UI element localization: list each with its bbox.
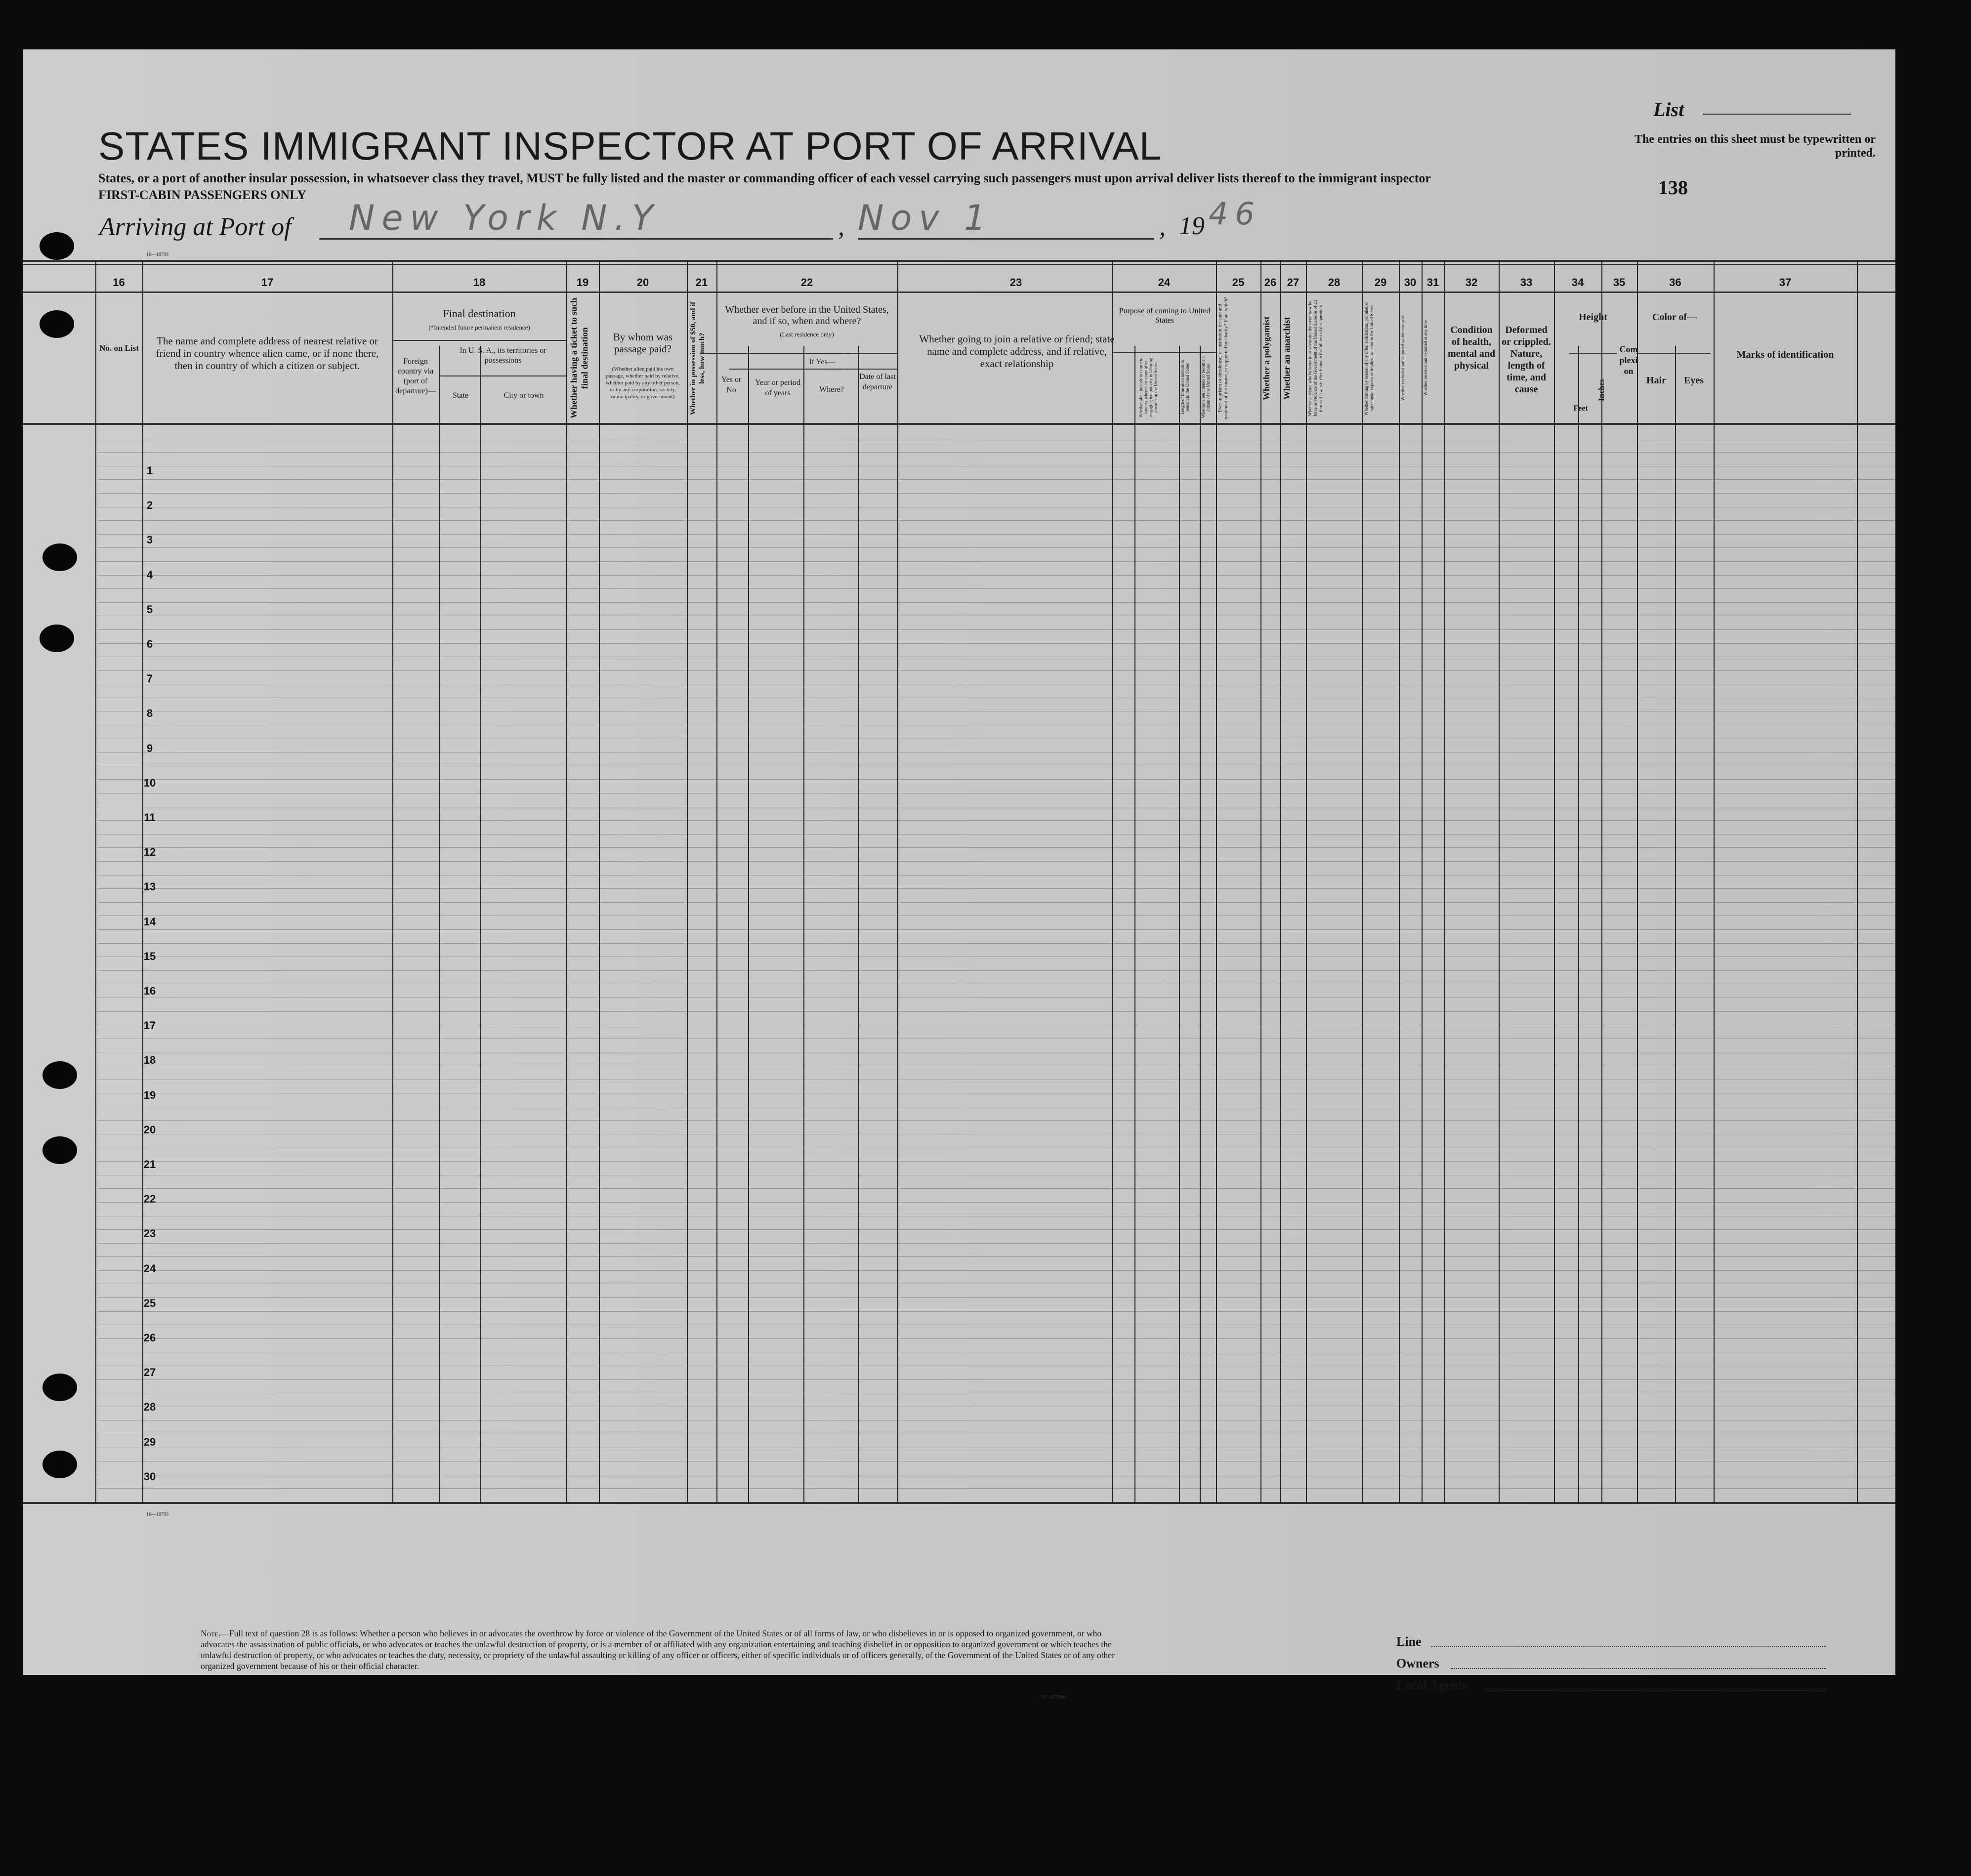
row-number: 23 <box>143 1227 156 1240</box>
ledger-line <box>97 1488 1895 1489</box>
header-16: No. on List <box>99 343 139 353</box>
punch-hole <box>42 1136 77 1164</box>
column-divider <box>1714 260 1715 1504</box>
column-divider <box>897 260 898 1504</box>
rule-table-bottom <box>23 1502 1895 1504</box>
header-22-sub: (Last residence only) <box>780 331 834 338</box>
entries-note: The entries on this sheet must be typewritten or printed. <box>1635 133 1876 160</box>
ledger-line <box>97 1120 1895 1121</box>
row-number: 28 <box>143 1401 156 1414</box>
header-22-date: Date of last departure <box>859 373 896 391</box>
header-33: Deformed or crippled. Nature, length of time, and cause <box>1502 325 1551 395</box>
arriving-label: Arriving at Port of <box>99 213 292 241</box>
rule-22-sub-2 <box>729 369 897 370</box>
ledger-line <box>97 534 1895 535</box>
ledger-line <box>97 861 1895 862</box>
header-36: Color of— <box>1652 312 1697 323</box>
column-divider <box>95 260 96 1504</box>
header-25: Ever in prison or almshouse, or institution for care and treatment of the insane, or supported by charity? If so, which? <box>1217 296 1229 420</box>
row-number: 30 <box>143 1470 156 1483</box>
row-number: 10 <box>143 776 156 789</box>
colnum-24: 24 <box>1158 276 1171 289</box>
port-handwritten: New York N.Y <box>349 198 660 238</box>
year-prefix: 19 <box>1179 212 1205 240</box>
column-divider <box>566 260 567 1504</box>
header-17: The name and complete address of nearest relative or friend in country whence alien came, or if none there, then in country of which a citizen or subject. <box>156 335 379 372</box>
header-34-inches: Inches <box>1597 379 1606 402</box>
colnum-19: 19 <box>576 276 589 289</box>
colnum-27: 27 <box>1287 276 1300 289</box>
punch-hole <box>42 1061 77 1089</box>
punch-hole <box>40 232 74 260</box>
colnum-37: 37 <box>1779 276 1792 289</box>
column-divider <box>687 260 688 1504</box>
header-20: By whom was passage paid? <box>613 331 673 355</box>
form-title: STATES IMMIGRANT INSPECTOR AT PORT OF ARRIVAL <box>98 124 1162 168</box>
column-divider <box>1216 260 1217 1504</box>
note-text: —Full text of question 28 is as follows: Whether a person who believes in or advocates the overthrow by force or violence of the Government of the United States or of all forms of law, or who disbelieves in or is opposed to organized government, or who advocates the assassination of public officials, or who advocates or teaches the unlawful destruction of property, or is a member of or affiliated with any organization entertaining and teaching disbelief in or opposition to organized government or which teaches the unlawful destruction of property, or who advocates or teaches the duty, necessity, or propriety of the unlawful assaulting or killing of any officer or officers, either of specific individuals or of officers generally, of the Government of the United States or of any other organized government because of his or their official character. <box>201 1628 1115 1671</box>
header-22-yes-no: Yes or No <box>721 375 742 394</box>
column-divider <box>716 260 717 1504</box>
column-divider <box>599 260 600 1504</box>
colnum-35: 35 <box>1613 276 1626 289</box>
colnum-31: 31 <box>1426 276 1439 289</box>
header-30: Whether excluded and deported within one year <box>1400 315 1405 401</box>
header-24-citizen: Whether alien intends to become a citizen of the United States <box>1201 356 1211 418</box>
date-fill-line <box>858 238 1154 240</box>
comma-separator: , <box>838 213 844 241</box>
header-34: Height <box>1579 312 1607 323</box>
colnum-29: 29 <box>1374 276 1387 289</box>
punch-hole <box>42 543 77 571</box>
row-number: 20 <box>143 1123 156 1136</box>
rule-18-sub <box>392 340 566 341</box>
ledger-line <box>97 561 1895 562</box>
header-18-sub: (*Intended future permanent residence) <box>428 324 530 331</box>
punch-hole <box>42 1451 77 1478</box>
column-divider <box>1362 260 1363 1504</box>
row-number: 15 <box>143 950 156 962</box>
ledger-line <box>97 929 1895 930</box>
rule-18-sub-2 <box>439 375 566 376</box>
ledger-line <box>97 1161 1895 1162</box>
row-number: 8 <box>146 707 153 720</box>
row-number: 4 <box>146 568 153 581</box>
column-divider <box>1260 260 1261 1504</box>
column-divider <box>1200 346 1201 1504</box>
header-29: Whether coming by reason of any offer, solicitation, promise, or agreement, express or implied, to labor in the United States <box>1364 301 1374 416</box>
footer-agents-label: Local Agents <box>1396 1678 1468 1692</box>
footer-agents-fill <box>1485 1690 1826 1691</box>
form-code-note: 16—18709b <box>1041 1695 1065 1700</box>
header-18-foreign: Foreign country via (port of departure)— <box>395 357 436 395</box>
colnum-21: 21 <box>695 276 708 289</box>
header-20-sub: (Whether alien paid his own passage, whether paid by relative, whether paid by any other person, or by any corporation, society, municipality, or government) <box>606 366 680 400</box>
header-18-usa: In U. S. A., its territories or possessions <box>460 346 546 365</box>
row-number: 7 <box>146 672 153 685</box>
colnum-25: 25 <box>1232 276 1245 289</box>
row-number: 5 <box>146 603 153 616</box>
row-number: 13 <box>143 880 156 893</box>
colnum-28: 28 <box>1328 276 1341 289</box>
ledger-line <box>97 820 1895 821</box>
row-number: 27 <box>143 1366 156 1379</box>
header-23: Whether going to join a relative or friend; state name and complete address, and if relative, exact relationship <box>919 333 1115 370</box>
header-32: Condition of health, mental and physical <box>1447 325 1496 371</box>
header-26: Whether a polygamist <box>1261 316 1271 400</box>
header-28: Whether a person who believes in or advocates the overthrow by force or violence of the Government of the United States or of all forms of law, etc. (See footnote for full text of this question) <box>1307 300 1323 417</box>
column-divider <box>1578 346 1579 1504</box>
ledger-line <box>97 1229 1895 1230</box>
column-divider <box>1444 260 1445 1504</box>
ledger-line <box>97 520 1895 521</box>
ledger-line <box>97 1379 1895 1380</box>
row-number: 29 <box>143 1435 156 1448</box>
row-number: 26 <box>143 1332 156 1344</box>
ledger-line <box>97 1011 1895 1012</box>
header-21: Whether in possession of $50, and if less, how much? <box>689 301 706 415</box>
colnum-30: 30 <box>1404 276 1417 289</box>
colnum-20: 20 <box>636 276 649 289</box>
list-label: List <box>1653 98 1684 121</box>
footer-owners-label: Owners <box>1396 1656 1439 1670</box>
column-divider <box>1306 260 1307 1504</box>
colnum-16: 16 <box>113 276 125 289</box>
footer-line-label: Line <box>1396 1634 1422 1649</box>
header-35: Complexion <box>1619 344 1638 376</box>
ledger-line <box>97 1188 1895 1189</box>
row-number: 12 <box>143 846 156 859</box>
row-number: 6 <box>146 638 153 650</box>
header-34-feet: Feet <box>1573 404 1588 413</box>
ledger-line <box>97 493 1895 494</box>
colnum-36: 36 <box>1669 276 1681 289</box>
column-divider <box>803 346 804 1504</box>
row-number: 19 <box>143 1088 156 1101</box>
header-22-if-yes: If Yes— <box>809 358 836 366</box>
port-fill-line <box>319 238 833 240</box>
row-number: 18 <box>143 1054 156 1067</box>
row-number: 21 <box>143 1158 156 1170</box>
ledger-line <box>97 588 1895 589</box>
row-number: 2 <box>146 499 153 512</box>
footer-line-fill <box>1431 1646 1826 1647</box>
ledger-line <box>97 1270 1895 1271</box>
header-24-length: Length of time alien intends to remain in the United States <box>1180 360 1190 415</box>
header-36-eyes: Eyes <box>1684 375 1704 386</box>
header-24: Purpose of coming to United States <box>1119 307 1211 325</box>
colnum-17: 17 <box>261 276 274 289</box>
ledger-line <box>97 970 1895 971</box>
ledger-line <box>97 575 1895 576</box>
row-number: 22 <box>143 1193 156 1206</box>
note-label: Note. <box>201 1628 221 1638</box>
ledger-line <box>97 847 1895 848</box>
colnum-33: 33 <box>1520 276 1533 289</box>
date-handwritten: Nov 1 <box>858 198 993 238</box>
ledger-line <box>97 643 1895 644</box>
header-31: Whether arrested and deported at any time <box>1423 320 1428 396</box>
rule-36-sub <box>1636 353 1711 354</box>
colnum-32: 32 <box>1465 276 1478 289</box>
footer-owners-fill <box>1451 1668 1826 1669</box>
column-divider <box>480 346 481 1504</box>
row-number: 9 <box>146 742 153 754</box>
header-37: Marks of identification <box>1736 349 1834 360</box>
form-code-top: 16—18709 <box>146 252 168 257</box>
comma-separator-2: , <box>1159 213 1166 241</box>
column-divider <box>1280 260 1281 1504</box>
column-divider <box>1422 260 1423 1504</box>
rule-34-sub <box>1569 353 1617 354</box>
column-divider <box>1554 260 1555 1504</box>
column-divider <box>1601 260 1602 1504</box>
row-number: 17 <box>143 1019 156 1032</box>
ledger-line <box>97 888 1895 889</box>
header-18-city: City or town <box>503 391 544 400</box>
ledger-line <box>97 1202 1895 1203</box>
ledger-line <box>97 1338 1895 1339</box>
header-36-hair: Hair <box>1646 375 1666 386</box>
row-number: 1 <box>146 464 153 477</box>
cabin-class: FIRST-CABIN PASSENGERS ONLY <box>98 188 306 202</box>
column-divider <box>1499 260 1500 1504</box>
header-22: Whether ever before in the United States, and if so, when and where? <box>725 304 889 327</box>
row-number: 25 <box>143 1296 156 1309</box>
column-divider <box>1637 260 1638 1504</box>
ledger-line <box>97 1243 1895 1244</box>
column-divider <box>1179 346 1180 1504</box>
colnum-23: 23 <box>1009 276 1022 289</box>
punch-hole <box>40 310 74 338</box>
column-divider <box>392 260 393 1504</box>
column-divider <box>1675 346 1676 1504</box>
colnum-26: 26 <box>1264 276 1277 289</box>
colnum-22: 22 <box>800 276 813 289</box>
header-18: Final destination <box>443 307 516 320</box>
form-intro: States, or a port of another insular possession, in whatsoever class they travel, MUST be fully listed and the master or commanding officer of each vessel carrying such passengers must upon arrival deliver lists thereof to the immigrant inspector <box>98 171 1431 185</box>
ledger-line <box>97 452 1895 453</box>
ledger-line <box>97 1297 1895 1298</box>
column-divider <box>1399 260 1400 1504</box>
column-divider <box>1112 260 1113 1504</box>
header-18-state: State <box>453 391 468 400</box>
header-19: Whether having a ticket to such final destination <box>569 297 589 419</box>
ledger-line <box>97 1256 1895 1257</box>
list-number-line <box>1703 114 1851 115</box>
form-code-bottom: 16—18709 <box>146 1512 168 1517</box>
manifest-sheet <box>23 49 1895 1700</box>
column-divider <box>1134 346 1135 1504</box>
ledger-line <box>97 547 1895 548</box>
rule-header-bottom <box>23 423 1895 425</box>
ledger-line <box>97 602 1895 603</box>
row-number: 14 <box>143 915 156 928</box>
ledger-line <box>97 670 1895 671</box>
year-handwritten: 46 <box>1209 196 1261 232</box>
row-number: 16 <box>143 985 156 997</box>
column-divider <box>439 346 440 1504</box>
rule-top <box>23 260 1895 262</box>
column-divider <box>748 346 749 1504</box>
punch-hole <box>40 625 74 652</box>
question-28-note <box>201 1628 1130 1671</box>
rule-top-2 <box>23 264 1895 265</box>
header-22-where: Where? <box>819 385 844 394</box>
rule-22-sub <box>700 353 897 354</box>
colnum-34: 34 <box>1571 276 1584 289</box>
column-divider <box>858 346 859 1504</box>
ledger-line <box>97 1311 1895 1312</box>
colnum-18: 18 <box>473 276 486 289</box>
row-number: 3 <box>146 534 153 546</box>
ledger-line <box>97 943 1895 944</box>
ledger-line <box>97 479 1895 480</box>
punch-hole <box>42 1374 77 1401</box>
ledger-line <box>97 902 1895 903</box>
column-divider <box>1857 260 1858 1504</box>
header-24-return: Whether alien intends to return to country whence he came after engaging temporarily in laboring pursuits in the United States <box>1138 357 1158 417</box>
header-27: Whether an anarchist <box>1282 317 1292 400</box>
sheet-number: 138 <box>1658 176 1688 199</box>
row-number: 11 <box>144 811 156 824</box>
ledger-line <box>97 629 1895 630</box>
row-number: 24 <box>143 1262 156 1275</box>
ledger-line <box>97 779 1895 780</box>
header-22-year: Year or period of years <box>755 378 800 397</box>
